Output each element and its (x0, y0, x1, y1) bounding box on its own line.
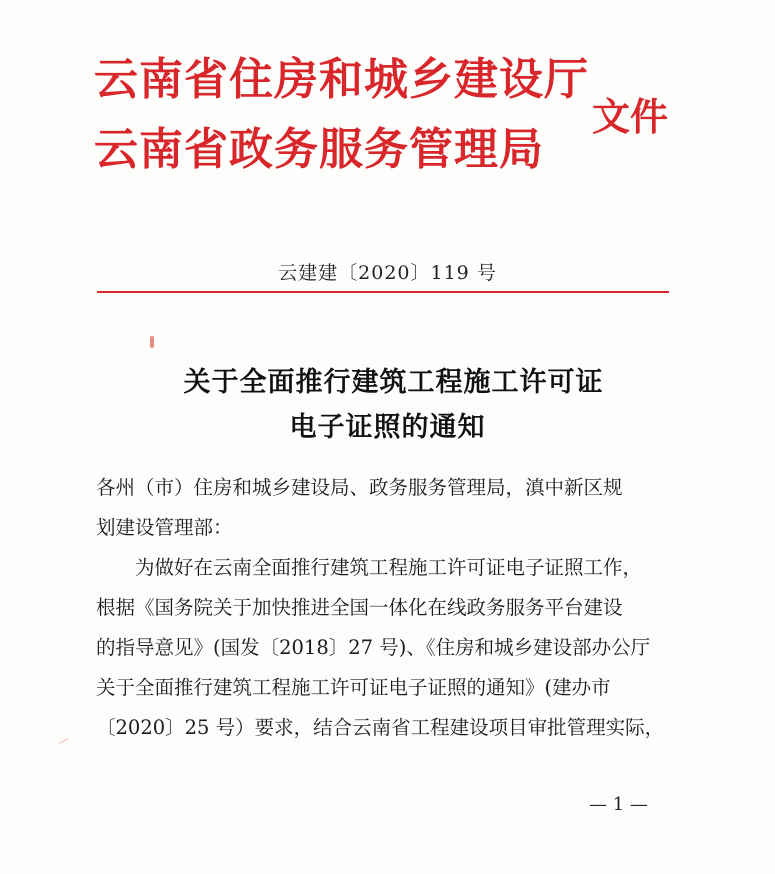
body-line-7: 〔2020〕25 号）要求，结合云南省工程建设项目审批管理实际， (96, 716, 665, 739)
document-header (94, 44, 734, 194)
body-line-4: 根据《国务院关于加快推进全国一体化在线政务服务平台建设 (96, 596, 623, 619)
body-line-1: 各州（市）住房和城乡建设局、政务服务管理局，滇中新区规 (96, 476, 623, 499)
document-number: 云建建〔2020〕119 号 (278, 262, 497, 284)
body-line-5: 的指导意见》(国发〔2018〕27 号)、《住房和城乡建设部办公厅 (96, 636, 651, 659)
page-number: — 1 — (589, 794, 648, 815)
issuing-org-1: 云南省住房和城乡建设厅 (94, 54, 589, 105)
body-line-2: 划建设管理部： (96, 516, 233, 539)
document-title-line-2: 电子证照的通知 (289, 412, 486, 443)
document-label: 文件 (592, 94, 669, 139)
document-title-line-1: 关于全面推行建筑工程施工许可证 (183, 367, 604, 398)
body-line-3: 为做好在云南全面推行建筑工程施工许可证电子证照工作， (96, 556, 643, 579)
issuing-org-2: 云南省政务服务管理局 (94, 124, 544, 175)
scan-smudge (59, 738, 71, 749)
red-mark (150, 336, 154, 348)
body-line-6: 关于全面推行建筑工程施工许可证电子证照的通知》(建办市 (96, 676, 611, 699)
red-divider-line (97, 291, 669, 293)
